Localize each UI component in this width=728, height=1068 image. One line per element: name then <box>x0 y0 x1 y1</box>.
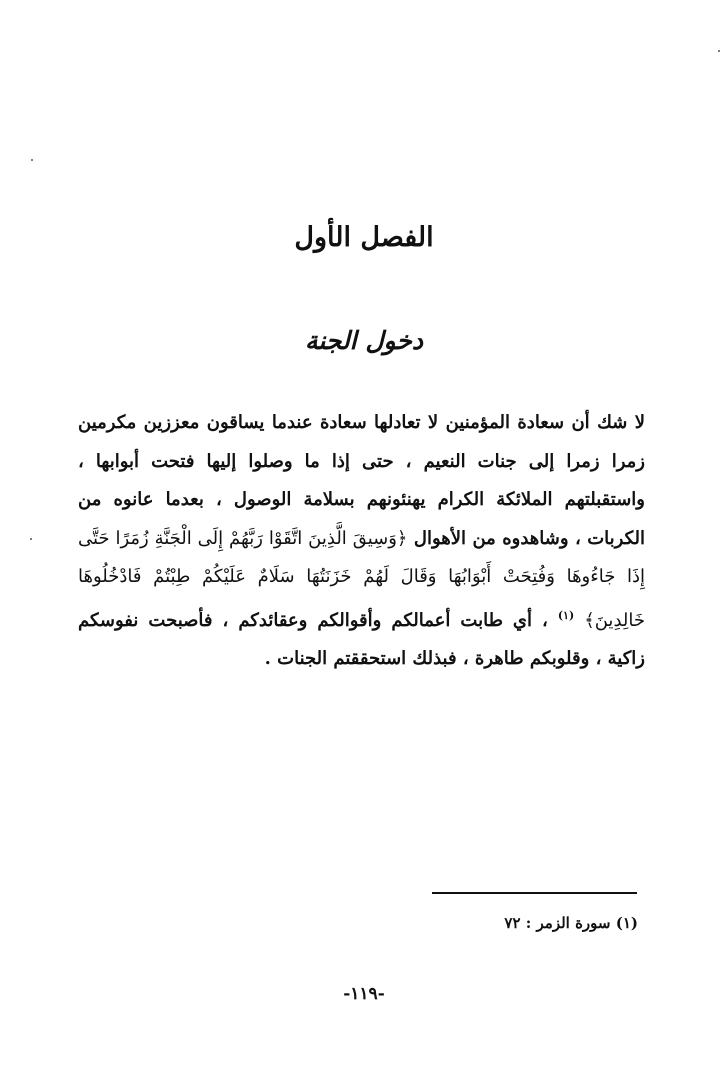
chapter-title: الفصل الأول <box>294 222 434 253</box>
page-number: -١١٩- <box>343 984 385 1004</box>
scan-speck <box>31 159 33 161</box>
section-title: دخول الجنة <box>304 326 424 355</box>
quran-verse: ﴿وَسِيقَ الَّذِينَ اتَّقَوْا رَبَّهُمْ إِلَى الْجَنَّةِ زُمَرًا حَتَّى إِذَا جَاءُوهَا وَفُتِحَتْ أَبْوَابُهَا وَقَالَ لَهُمْ خَزَنَتُهَا سَلَامٌ عَلَيْكُمْ طِبْتُمْ فَادْخُلُوهَا خَالِدِينَ﴾ <box>78 527 646 631</box>
footnote-divider <box>432 892 637 894</box>
body-paragraph <box>78 404 645 679</box>
scan-speck <box>718 50 720 52</box>
footnote-reference-mark: (١) <box>557 608 575 622</box>
body-text-conclusion: ، أي طابت أعمالكم وأقوالكم وعقائدكم ، فأصبحت نفوسكم زاكية ، وقلوبكم طاهرة ، فبذلك استحققتم الجنات . <box>78 609 645 669</box>
scan-speck <box>30 538 32 540</box>
body-text-intro: لا شك أن سعادة المؤمنين لا تعادلها سعادة عندما يساقون معززين مكرمين زمرا زمرا إلى جنات النعيم ، حتى إذا ما وصلوا إليها فتحت أبوابها ، واستقبلتهم الملائكة الكرام يهنئونهم بسلامة الوصول ، بعدما عانوه من الكربات ، وشاهدوه من الأهوال <box>78 412 645 549</box>
footnote: (١) سورة الزمر : ٧٢ <box>504 914 638 932</box>
